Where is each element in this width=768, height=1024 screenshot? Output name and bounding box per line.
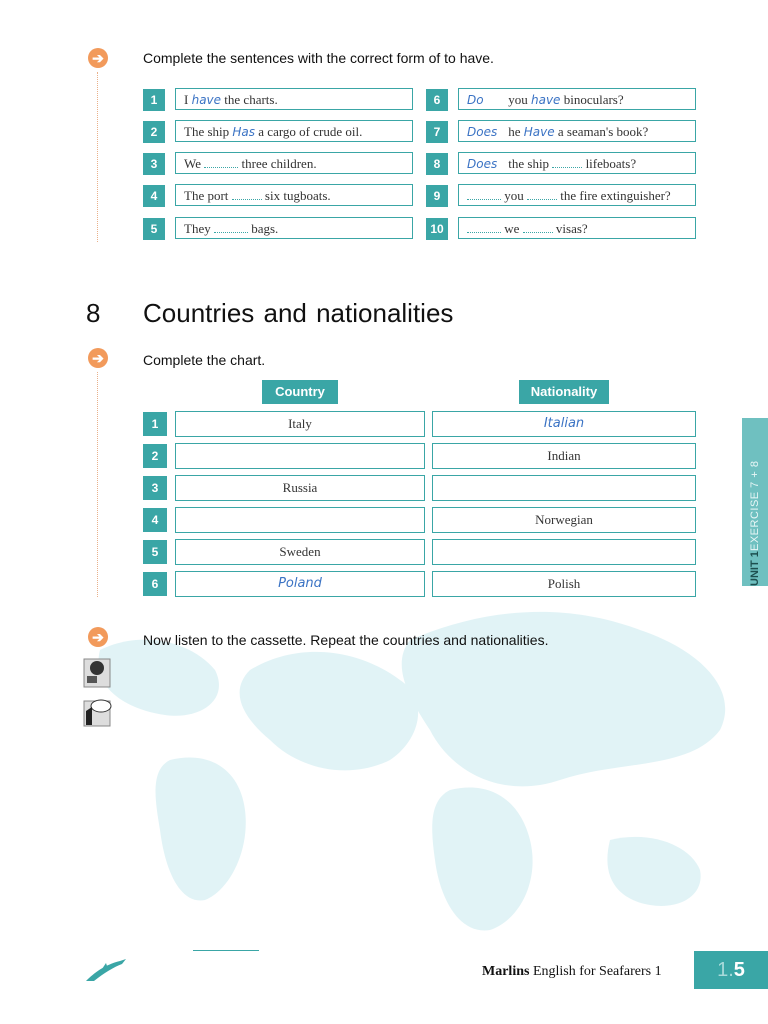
sentence-row: Do you have binoculars? bbox=[458, 88, 696, 110]
handwritten-answer[interactable]: Does bbox=[467, 125, 498, 139]
item-number: 9 bbox=[426, 185, 448, 207]
handwritten-answer[interactable]: Do bbox=[467, 93, 484, 107]
nationality-cell[interactable] bbox=[432, 539, 696, 565]
row-number: 4 bbox=[143, 508, 167, 532]
row-number: 2 bbox=[143, 444, 167, 468]
handwritten-answer[interactable]: Has bbox=[232, 125, 256, 139]
item-number: 6 bbox=[426, 89, 448, 111]
nationality-cell[interactable] bbox=[432, 475, 696, 501]
sentence-row: I have the charts. bbox=[175, 88, 413, 110]
section-number: 8 bbox=[86, 298, 101, 328]
item-number: 3 bbox=[143, 153, 165, 175]
handwritten-answer[interactable]: have bbox=[191, 93, 222, 107]
handwritten-answer[interactable]: Does bbox=[467, 157, 498, 171]
arrow-right-icon: ➔ bbox=[88, 48, 108, 68]
speech-bubble-icon bbox=[83, 697, 113, 727]
sentence-row: We three children. bbox=[175, 152, 413, 174]
row-number: 6 bbox=[143, 572, 167, 596]
row-number: 3 bbox=[143, 476, 167, 500]
country-cell[interactable]: Sweden bbox=[175, 539, 425, 565]
side-tab-label: UNIT 1EXERCISE 7 + 8 bbox=[749, 460, 761, 586]
country-cell[interactable] bbox=[175, 507, 425, 533]
item-number: 2 bbox=[143, 121, 165, 143]
answer-blank[interactable] bbox=[527, 187, 557, 200]
column-header-country: Country bbox=[262, 380, 338, 404]
handwritten-answer[interactable]: have bbox=[531, 93, 561, 107]
country-cell[interactable]: Russia bbox=[175, 475, 425, 501]
sentence-row: we visas? bbox=[458, 217, 696, 239]
country-cell[interactable] bbox=[175, 443, 425, 469]
sentence-row: The port six tugboats. bbox=[175, 184, 413, 206]
nationality-cell[interactable]: Polish bbox=[432, 571, 696, 597]
answer-blank[interactable] bbox=[523, 220, 553, 233]
divider bbox=[97, 372, 98, 597]
item-number: 5 bbox=[143, 218, 165, 240]
sentence-row: They bags. bbox=[175, 217, 413, 239]
answer-blank[interactable] bbox=[232, 187, 262, 200]
instruction-text: Complete the chart. bbox=[143, 352, 266, 368]
footer-rule bbox=[193, 950, 259, 951]
answer-blank[interactable] bbox=[467, 220, 501, 233]
footer-title: Marlins English for Seafarers 1 bbox=[482, 964, 662, 979]
handwritten-answer[interactable]: Have bbox=[523, 125, 555, 139]
row-number: 5 bbox=[143, 540, 167, 564]
row-number: 1 bbox=[143, 412, 167, 436]
divider bbox=[97, 72, 98, 242]
instruction-text: Now listen to the cassette. Repeat the countries and nationalities. bbox=[143, 632, 549, 648]
instruction-text: Complete the sentences with the correct form of to have. bbox=[143, 50, 494, 66]
page-number: 1.5 bbox=[694, 951, 768, 989]
sentence-row: The ship Has a cargo of crude oil. bbox=[175, 120, 413, 142]
item-number: 4 bbox=[143, 185, 165, 207]
arrow-right-icon: ➔ bbox=[88, 627, 108, 647]
answer-blank[interactable] bbox=[467, 187, 501, 200]
item-number: 8 bbox=[426, 153, 448, 175]
sentence-row: you the fire extinguisher? bbox=[458, 184, 696, 206]
country-cell[interactable]: Italy bbox=[175, 411, 425, 437]
cassette-icon bbox=[83, 658, 111, 688]
item-number: 1 bbox=[143, 89, 165, 111]
answer-blank[interactable] bbox=[204, 155, 238, 168]
column-header-nationality: Nationality bbox=[519, 380, 609, 404]
nationality-cell[interactable]: Norwegian bbox=[432, 507, 696, 533]
country-cell[interactable]: Poland bbox=[175, 571, 425, 597]
answer-blank[interactable] bbox=[214, 220, 248, 233]
nationality-cell[interactable]: Italian bbox=[432, 411, 696, 437]
arrow-right-icon: ➔ bbox=[88, 348, 108, 368]
section-title: Countries and nationalities bbox=[143, 298, 454, 328]
answer-blank[interactable] bbox=[552, 155, 582, 168]
sentence-row: Does the ship lifeboats? bbox=[458, 152, 696, 174]
nationality-cell[interactable]: Indian bbox=[432, 443, 696, 469]
item-number: 7 bbox=[426, 121, 448, 143]
dolphin-icon bbox=[82, 955, 128, 985]
sentence-row: Does he Have a seaman's book? bbox=[458, 120, 696, 142]
item-number: 10 bbox=[426, 218, 448, 240]
